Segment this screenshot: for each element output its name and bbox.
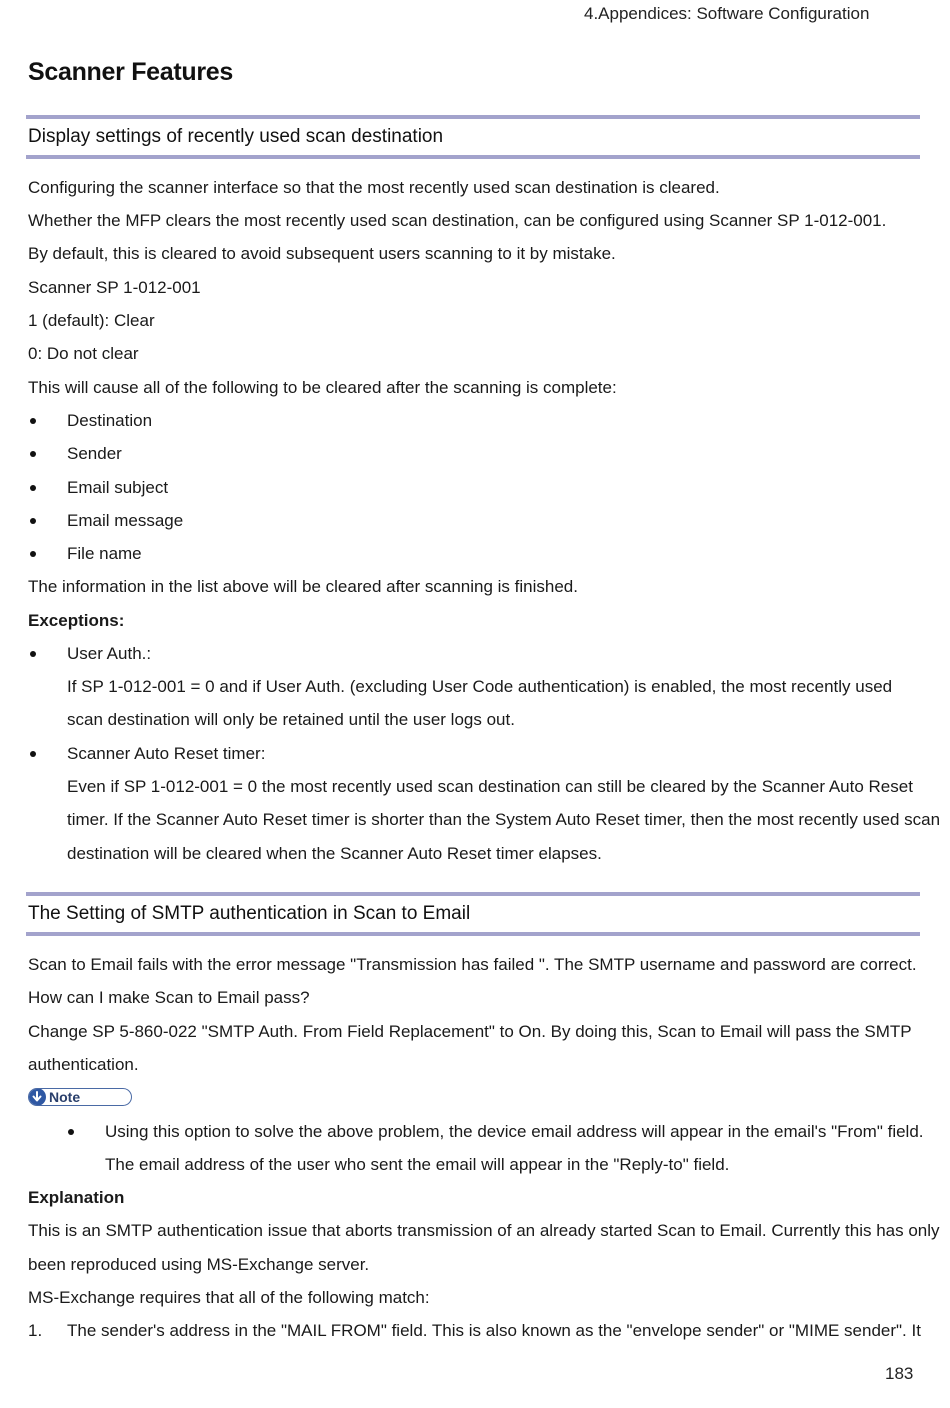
explanation-label: Explanation: [28, 1188, 125, 1207]
list-item: Destination: [67, 411, 153, 430]
list-item: File name: [67, 544, 142, 563]
list-number: 1.: [28, 1321, 43, 1340]
paragraph: The information in the list above will be cleared after scanning is finished.: [28, 577, 578, 596]
list-item: Sender: [67, 444, 122, 463]
paragraph: been reproduced using MS-Exchange server.: [28, 1255, 370, 1274]
note-badge: [28, 1088, 132, 1106]
list-item-title: User Auth.:: [67, 644, 152, 663]
paragraph: Whether the MFP clears the most recently used scan destination, can be configured using Scanner SP 1-012-001.: [28, 211, 887, 230]
paragraph: By default, this is cleared to avoid subsequent users scanning to it by mistake.: [28, 244, 616, 263]
bullet-icon: [30, 451, 36, 457]
page-number: 183: [885, 1364, 914, 1383]
list-item-text: If SP 1-012-001 = 0 and if User Auth. (excluding User Code authentication) is enabled, the most recently used: [67, 677, 893, 696]
paragraph: This will cause all of the following to be cleared after the scanning is complete:: [28, 378, 617, 397]
bullet-icon: [30, 651, 36, 657]
section-heading: The Setting of SMTP authentication in Scan to Email: [28, 903, 471, 924]
list-item-text: Even if SP 1-012-001 = 0 the most recently used scan destination can still be cleared by the Scanner Auto Reset: [67, 777, 913, 796]
bullet-icon: [68, 1129, 74, 1135]
note-text: Using this option to solve the above problem, the device email address will appear in the email's "From" field.: [105, 1122, 924, 1141]
bullet-icon: [30, 418, 36, 424]
exceptions-label: Exceptions:: [28, 611, 125, 630]
list-item-text: scan destination will only be retained until the user logs out.: [67, 710, 515, 729]
paragraph: This is an SMTP authentication issue that aborts transmission of an already started Scan to Email. Currently this has only: [28, 1221, 940, 1240]
list-item: Email subject: [67, 478, 169, 497]
paragraph: MS-Exchange requires that all of the following match:: [28, 1288, 430, 1307]
paragraph: 0: Do not clear: [28, 344, 139, 363]
down-arrow-icon: [28, 1088, 46, 1106]
paragraph: authentication.: [28, 1055, 139, 1074]
list-item: Email message: [67, 511, 184, 530]
paragraph: How can I make Scan to Email pass?: [28, 988, 310, 1007]
bullet-icon: [30, 518, 36, 524]
section-heading-bar: [26, 115, 920, 159]
paragraph: Configuring the scanner interface so that the most recently used scan destination is cleared.: [28, 178, 720, 197]
note-label: Note: [49, 1089, 81, 1105]
page-title: Scanner Features: [28, 58, 234, 86]
paragraph: 1 (default): Clear: [28, 311, 155, 330]
bullet-icon: [30, 751, 36, 757]
paragraph: Change SP 5-860-022 "SMTP Auth. From Field Replacement" to On. By doing this, Scan to Email will pass the SMTP: [28, 1022, 912, 1041]
list-item-text: destination will be cleared when the Scanner Auto Reset timer elapses.: [67, 844, 602, 863]
list-item-title: Scanner Auto Reset timer:: [67, 744, 266, 763]
paragraph: Scanner SP 1-012-001: [28, 278, 201, 297]
running-header: 4.Appendices: Software Configuration: [584, 4, 870, 23]
section-heading-bar: [26, 892, 920, 936]
section-heading: Display settings of recently used scan destination: [28, 126, 444, 147]
paragraph: Scan to Email fails with the error message "Transmission has failed ". The SMTP username and password are correct.: [28, 955, 917, 974]
note-text: The email address of the user who sent the email will appear in the "Reply-to" field.: [105, 1155, 730, 1174]
numbered-item-text: The sender's address in the "MAIL FROM" field. This is also known as the "envelope sender" or "MIME sender". It: [67, 1321, 921, 1340]
list-item-text: timer. If the Scanner Auto Reset timer is shorter than the System Auto Reset timer, then the most recently used scan: [67, 810, 941, 829]
bullet-icon: [30, 485, 36, 491]
bullet-icon: [30, 551, 36, 557]
